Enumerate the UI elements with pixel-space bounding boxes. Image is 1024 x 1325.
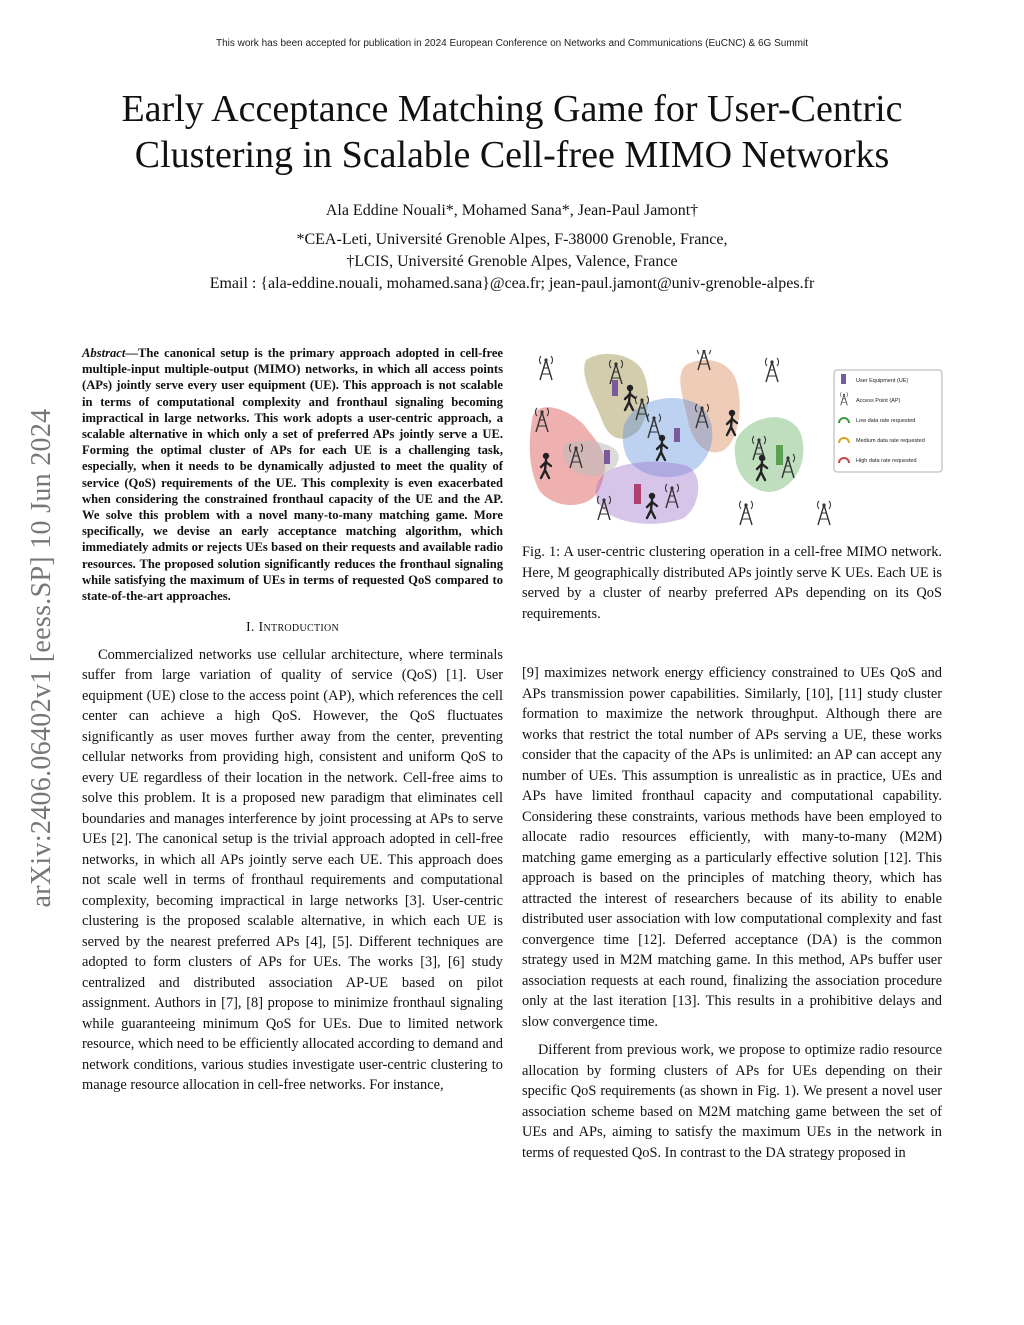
legend-label: High data rate requested xyxy=(856,458,917,464)
intro-paragraph-1: Commercialized networks use cellular architecture, where terminals suffer from large variation of quality of service (QoS) [1]. User equipment (UE) close to the access point (AP), which references the cell center can achieve a high QoS. However, the QoS fluctuates significantly as user moves further away from the center, preventing cellular networks from providing high, consistent and uniform QoS to every UE regardless of their location in the network. Cell-free aims to solve this problem. It is a proposed new paradigm that eliminates cell boundaries and manages interference by joint processing at APs to serve UEs [2]. The canonical setup is the trivial approach adopted in cell-free networks, in which all APs jointly serve each UE. This approach does not scale well in terms of fronthaul requirements and computational complexity, becoming impractical in large networks [3]. User-centric clustering is the proposed scalable alternative, in which each UE is served by the nearest preferred APs [4], [5]. Different techniques are adopted to form clusters of APs for UEs. The works [3], [6] study centralized and distributed association AP-UE based on pilot assignment. Authors in [7], [8] propose to minimize fronthaul signaling while guaranteeing minimum QoS for UEs. Due to limited network resource, which need to be efficiently allocated according to demand and network conditions, various studies investigate user-centric clustering to manage resource allocation in cell-free networks. For instance, xyxy=(82,646,503,1094)
network-diagram xyxy=(524,350,946,530)
abstract-text: —The canonical setup is the primary approach adopted in cell-free multiple-input multiple-output (MIMO) networks, in which all access points (APs) jointly serve every user equipment (UE). This approach is not scalable in terms of computational complexity and fronthaul signaling becoming impractical in large networks. This work adopts a user-centric approach, a scalable alternative in which only a set of preferred APs jointly serve a UE. Forming the optimal cluster of APs for each UE is a challenging task, especially, when it needs to be dynamically adjusted to meet the quality of service (QoS) requirements of the UE. This complexity is even exacerbated when considering the constrained fronthaul capacity of the UE and the AP. We solve this problem with a novel many-to-many matching game. More specifically, we devise an early acceptance matching algorithm, which immediately admits or rejects UEs based on their requests and available radio resources. The proposed solution significantly reduces the fronthaul signaling while satisfying the maximum of UEs in terms of requested QoS compared to state-of-the-art approaches. xyxy=(82,346,503,604)
ue-rate-bar xyxy=(776,445,783,465)
title-line-1: Early Acceptance Matching Game for User-Centric xyxy=(121,88,903,130)
affiliation-2: †LCIS, Université Grenoble Alpes, Valence, France xyxy=(346,253,678,270)
cluster-purple xyxy=(596,462,699,524)
access-point-icon xyxy=(739,501,752,525)
affiliation-1: *CEA-Leti, Université Grenoble Alpes, F-38000 Grenoble, France, xyxy=(296,231,728,248)
ue-rate-bar xyxy=(612,380,618,396)
access-point-icon xyxy=(539,356,552,380)
legend-label: Medium data rate requested xyxy=(856,438,925,444)
right-paragraph-1: [9] maximizes network energy efficiency constrained to UEs QoS and APs transmission power capabilities. Similarly, [10], [11] study cluster formation to maximize the network throughput. Although there are works that restrict the total number of APs serving a UE, these works consider that the capacity of the APs is unlimited: an AP can accept any number of UEs. This assumption is unrealistic as in practice, UEs and APs have limited fronthaul capacity and computational capability. Considering these constraints, various methods have been employed to allocate radio resources efficiently, with many-to-many (M2M) matching game emerging as a particularly effective solution [12]. This approach is based on the principles of matching theory, which has attracted the interest of researchers because of its ability to enable distributed user association with low computational complexity and fast convergence time [12]. Deferred acceptance (DA) is the common strategy used in M2M matching game. In this method, APs buffer user association requests at each round, finalizing the association procedure only at the last iteration [13]. This results in a prohibitive delays and slow convergence time. xyxy=(522,665,942,1030)
figure-1 xyxy=(524,350,946,530)
title-line-2: Clustering in Scalable Cell-free MIMO Networks xyxy=(134,134,890,176)
publication-notice: This work has been accepted for publication in 2024 European Conference on Networks and Communications (EuCNC) & 6G Summit xyxy=(216,38,808,49)
left-column xyxy=(82,345,503,1096)
legend-label: Access Point (AP) xyxy=(856,398,901,404)
arxiv-id: arXiv:2406.06402v1 [eess.SP] 10 Jun 2024 xyxy=(26,408,57,908)
ue-rate-bar xyxy=(604,450,610,464)
section-heading-introduction xyxy=(82,618,503,639)
user-equipment-icon xyxy=(841,374,846,384)
right-paragraph-2: Different from previous work, we propose to optimize radio resource allocation by forming clusters of APs for UEs depending on their specific QoS requirements (as shown in Fig. 1). We present a novel user association scheme based on M2M matching game between the set of UEs and APs, aiming to satisfy the maximum UEs in the network in terms of requested QoS. In contrast to the DA strategy proposed in xyxy=(522,1042,942,1161)
arxiv-stamp xyxy=(22,358,62,958)
author-email: Email : {ala-eddine.nouali, mohamed.sana}@cea.fr; jean-paul.jamont@univ-grenoble-alpes.fr xyxy=(209,275,815,292)
access-point-icon xyxy=(817,501,830,525)
figure-legend xyxy=(834,370,942,472)
legend-label: User Equipment (UE) xyxy=(856,378,909,384)
section-title: Introduction xyxy=(258,620,340,636)
abstract-label: Abstract xyxy=(82,346,126,360)
right-column xyxy=(522,663,942,1163)
abstract xyxy=(82,345,503,604)
ue-rate-bar xyxy=(674,428,680,442)
access-point-icon xyxy=(765,358,778,382)
section-number: I. xyxy=(245,620,255,636)
ue-rate-bar xyxy=(634,484,641,504)
figure-1-caption: Fig. 1: A user-centric clustering operation in a cell-free MIMO network. Here, M geographically distributed APs jointly serve K UEs. Each UE is served by a cluster of nearby preferred APs depending on its QoS requirements. xyxy=(522,544,942,622)
legend-label: Low data rate requested xyxy=(856,418,916,424)
paper-title xyxy=(60,86,964,178)
author-list: Ala Eddine Nouali*, Mohamed Sana*, Jean-Paul Jamont† xyxy=(325,202,699,219)
